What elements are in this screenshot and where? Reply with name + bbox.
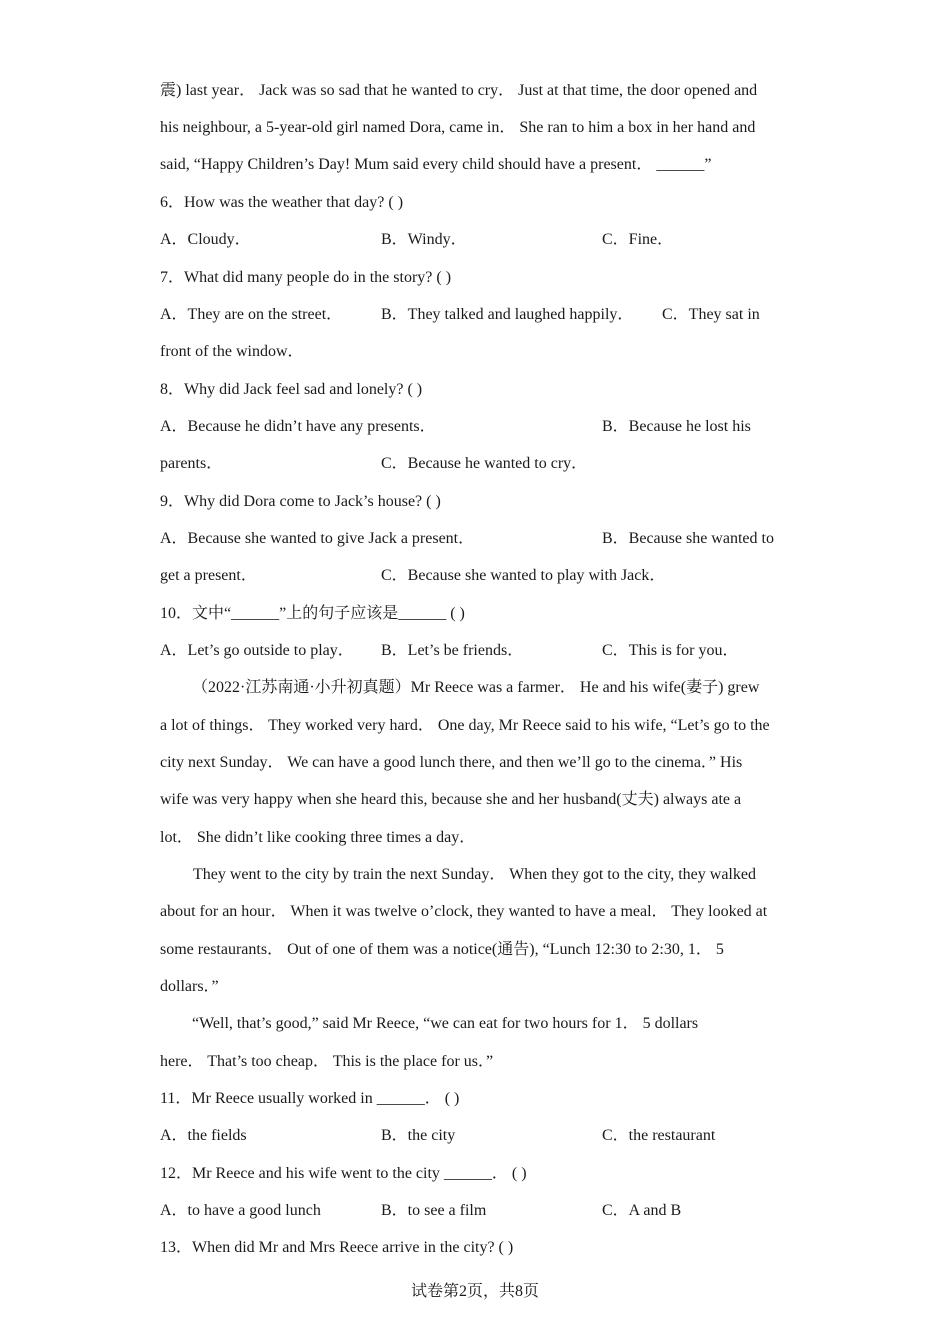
q7-option-c-continued: front of the window． [160, 343, 304, 360]
q8-option-c: C．Because he wanted to cry． [381, 455, 588, 472]
q9-option-b: B．Because she wanted to [602, 530, 774, 547]
q10-option-b: B．Let’s be friends． [381, 642, 524, 659]
passage2-line-11: here． That’s too cheap． This is the place for us．” [160, 1053, 494, 1070]
q10-option-a: A．Let’s go outside to play． [160, 642, 354, 659]
passage1-line-3: said, “Happy Children’s Day! Mum said every child should have a present． ______” [160, 156, 712, 173]
passage2-line-4: wife was very happy when she heard this, because she and her husband(丈夫) always ate a [160, 791, 742, 808]
q8-option-b-continued: parents． [160, 455, 223, 472]
page-footer: 试卷第2页，共8页 [410, 1283, 539, 1300]
q8-stem: 8．Why did Jack feel sad and lonely? ( ) [160, 381, 423, 398]
passage2-line-2: a lot of things． They worked very hard． One day, Mr Reece said to his wife, “Let’s go to the [160, 717, 770, 734]
passage2-line-8: some restaurants． Out of one of them was a notice(通告), “Lunch 12:30 to 2:30, 1． 5 [160, 941, 724, 958]
q13-stem: 13．When did Mr and Mrs Reece arrive in the city? ( ) [160, 1239, 514, 1256]
q12-option-c: C．A and B [602, 1202, 682, 1219]
q6-option-c: C．Fine． [602, 231, 674, 248]
passage1-line-2: his neighbour, a 5-year-old girl named Dora, came in． She ran to him a box in her hand and [160, 119, 756, 136]
q7-option-a: A．They are on the street． [160, 306, 343, 323]
q10-option-c: C．This is for you． [602, 642, 739, 659]
passage2-line-1: （2022·江苏南通·小升初真题）Mr Reece was a farmer． He and his wife(妻子) grew [192, 679, 760, 696]
passage2-line-6: They went to the city by train the next Sunday． When they got to the city, they walked [193, 866, 756, 883]
q6-option-b: B．Windy． [381, 231, 467, 248]
q12-option-a: A．to have a good lunch [160, 1202, 321, 1219]
passage2-line-9: dollars．” [160, 978, 219, 995]
q11-option-b: B．the city [381, 1127, 456, 1144]
q12-stem: 12．Mr Reece and his wife went to the city ______． ( ) [160, 1165, 527, 1182]
q11-stem: 11．Mr Reece usually worked in ______． ( ) [160, 1090, 460, 1107]
q7-option-b: B．They talked and laughed happily． [381, 306, 634, 323]
q11-option-a: A．the fields [160, 1127, 247, 1144]
q9-option-c: C．Because she wanted to play with Jack． [381, 567, 666, 584]
q9-option-b-continued: get a present． [160, 567, 257, 584]
q6-stem: 6．How was the weather that day? ( ) [160, 194, 404, 211]
passage2-line-3: city next Sunday． We can have a good lunch there, and then we’ll go to the cinema．” His [160, 754, 743, 771]
q7-stem: 7．What did many people do in the story? ( ) [160, 269, 452, 286]
passage1-line-1: 震) last year． Jack was so sad that he wanted to cry． Just at that time, the door opened and [160, 82, 758, 99]
q12-option-b: B．to see a film [381, 1202, 487, 1219]
passage2-line-5: lot． She didn’t like cooking three times a day． [160, 829, 476, 846]
q7-option-c: C．They sat in [662, 306, 760, 323]
q6-option-a: A．Cloudy． [160, 231, 251, 248]
q8-option-b: B．Because he lost his [602, 418, 751, 435]
passage2-line-7: about for an hour． When it was twelve o’clock, they wanted to have a meal． They looked at [160, 903, 768, 920]
q8-option-a: A．Because he didn’t have any presents． [160, 418, 436, 435]
q9-option-a: A．Because she wanted to give Jack a present． [160, 530, 475, 547]
passage2-line-10: “Well, that’s good,” said Mr Reece, “we can eat for two hours for 1． 5 dollars [192, 1015, 699, 1032]
q9-stem: 9．Why did Dora come to Jack’s house? ( ) [160, 493, 441, 510]
q11-option-c: C．the restaurant [602, 1127, 716, 1144]
q10-stem: 10．文中“______”上的句子应该是______ ( ) [160, 605, 465, 622]
